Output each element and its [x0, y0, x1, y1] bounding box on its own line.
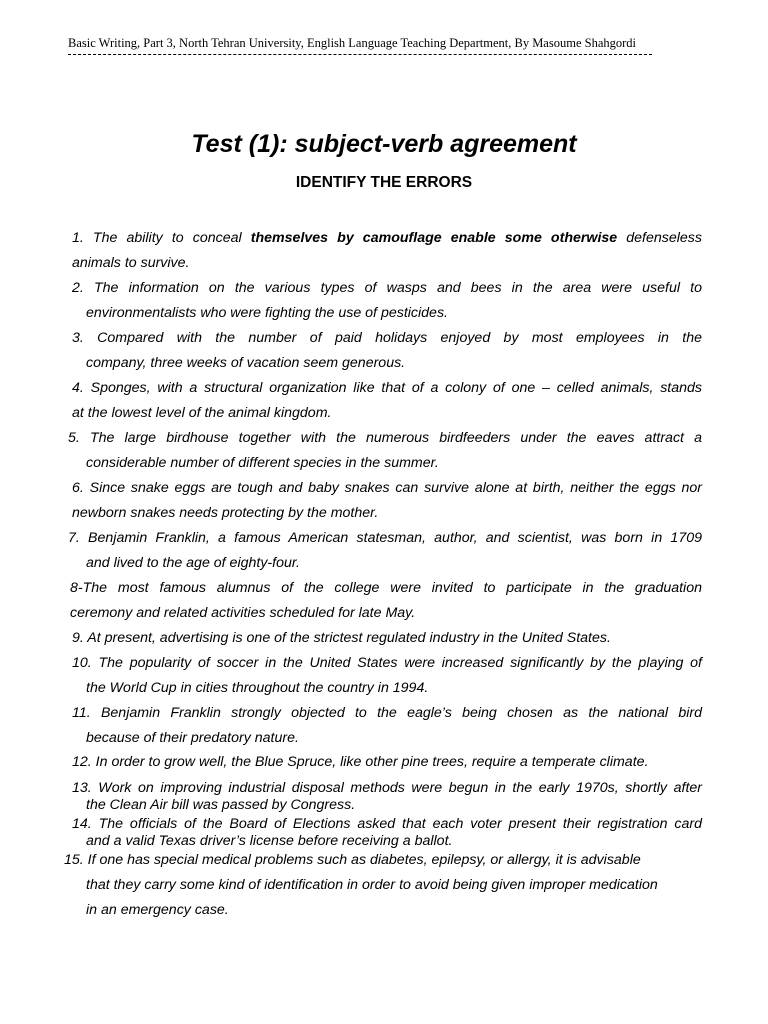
question-9: 9. At present, advertising is one of the strictest regulated industry in the United States. [72, 630, 611, 646]
question-11: 11. Benjamin Franklin strongly objected to the eagle’s being chosen as the national bird because of their predatory nature. [72, 705, 702, 746]
question-1-highlight: themselves by camouflage enable some otherwise [250, 230, 618, 246]
question-2: 2. The information on the various types of wasps and bees in the area were useful to environmentalists who were fighting the use of pesticides. [72, 280, 702, 321]
question-13: 13. Work on improving industrial disposal methods were begun in the early 1970s, shortly after the Clean Air bill was passed by Congress. [72, 780, 702, 813]
question-4: 4. Sponges, with a structural organization like that of a colony of one – celled animals, stands at the lowest level of the animal kingdom. [72, 380, 702, 421]
question-6: 6. Since snake eggs are tough and baby snakes can survive alone at birth, neither the eggs nor newborn snakes needs protecting by the mother. [72, 480, 702, 521]
question-7: 7. Benjamin Franklin, a famous American statesman, author, and scientist, was born in 1709 and lived to the age of eighty-four. [68, 530, 702, 571]
question-15: 15. If one has special medical problems such as diabetes, epilepsy, or allergy, it is advisable that they carry some kind of identification in order to avoid being given improper medication in an emergency case. [64, 852, 658, 918]
question-3: 3. Compared with the number of paid holidays enjoyed by most employees in the company, three weeks of vacation seem generous. [72, 330, 702, 371]
question-12: 12. In order to grow well, the Blue Spruce, like other pine trees, require a temperate climate. [72, 754, 649, 770]
header-divider [68, 54, 652, 55]
question-5: 5. The large birdhouse together with the numerous birdfeeders under the eaves attract a considerable number of different species in the summer. [68, 430, 702, 471]
page-header: Basic Writing, Part 3, North Tehran University, English Language Teaching Department, By Masoume Shahgordi [68, 36, 637, 50]
question-10: 10. The popularity of soccer in the United States were increased significantly by the playing of the World Cup in cities throughout the country in 1994. [72, 655, 702, 696]
page-subtitle: IDENTIFY THE ERRORS [295, 174, 473, 191]
question-14: 14. The officials of the Board of Elections asked that each voter present their registration card and a valid Texas driver’s license before receiving a ballot. [72, 816, 702, 849]
question-8: 8-The most famous alumnus of the college were invited to participate in the graduation ceremony and related activities scheduled for late May. [70, 580, 702, 621]
question-1 [72, 226, 702, 276]
question-1-line-2: animals to survive. [72, 255, 190, 271]
page-title: Test (1): subject-verb agreement [191, 130, 577, 158]
question-1-line-1: 1. The ability to conceal themselves by camouflage enable some otherwise defenseless [72, 230, 702, 246]
